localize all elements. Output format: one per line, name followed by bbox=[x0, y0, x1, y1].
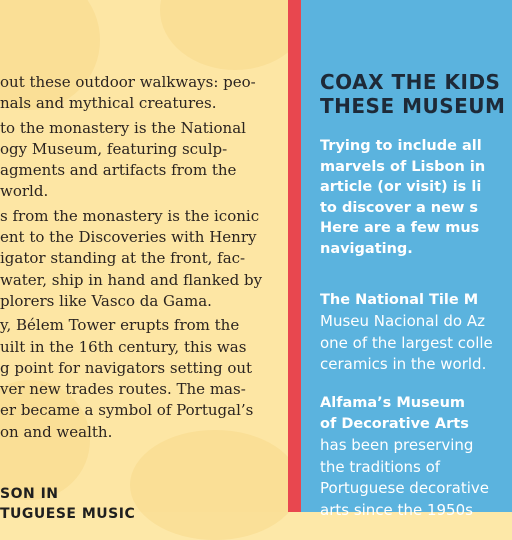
body-line: on and wealth. bbox=[0, 422, 113, 441]
museum-entry-body-line: ceramics in the world. bbox=[320, 355, 487, 373]
museum-entry-decorative-arts bbox=[320, 393, 489, 521]
museum-entry-body-line: the traditions of bbox=[320, 457, 441, 476]
body-line: ver new trades routes. The mas- bbox=[0, 380, 246, 399]
museum-entry-body-line: Portuguese decorative bbox=[320, 479, 489, 497]
sidebar-title-line: THESE MUSEUM bbox=[320, 94, 506, 118]
museum-entry-body-line: has been preserving bbox=[320, 436, 474, 454]
flower-decoration bbox=[130, 430, 300, 540]
body-line: to the monastery is the National bbox=[0, 118, 246, 137]
sidebar-title bbox=[320, 70, 505, 118]
sidebar-intro bbox=[320, 136, 485, 259]
red-divider-bar bbox=[288, 0, 301, 512]
article-body bbox=[0, 72, 282, 443]
body-line: out these outdoor walkways: peo- bbox=[0, 73, 256, 91]
body-line: agments and artifacts from the bbox=[0, 161, 237, 180]
sidebar-title-line: COAX THE KIDS bbox=[320, 70, 501, 94]
intro-line: article (or visit) is li bbox=[320, 179, 482, 195]
body-line: y, Bélem Tower erupts from the bbox=[0, 316, 240, 335]
body-line: world. bbox=[0, 182, 49, 201]
museum-entry-title: Alfama’s Museum bbox=[320, 395, 466, 411]
body-line: plorers like Vasco da Gama. bbox=[0, 291, 212, 310]
intro-line: Trying to include all bbox=[320, 138, 482, 154]
sidebar-panel bbox=[301, 0, 512, 519]
museum-entry-body-line: Museu Nacional do Az bbox=[320, 312, 486, 330]
body-line: ent to the Discoveries with Henry bbox=[0, 228, 257, 247]
body-line: water, ship in hand and flanked by bbox=[0, 270, 263, 289]
body-line: g point for navigators setting out bbox=[0, 358, 253, 377]
museum-entry-body-line: one of the largest colle bbox=[320, 333, 493, 352]
museum-entry-tile bbox=[320, 290, 493, 376]
section-heading: SON IN bbox=[0, 486, 59, 502]
intro-line: to discover a new s bbox=[320, 199, 479, 216]
section-heading-line2: TUGUESE MUSIC bbox=[0, 506, 136, 522]
museum-entry-body-line: arts since the 1950s bbox=[320, 500, 473, 519]
body-line: uilt in the 16th century, this was bbox=[0, 337, 247, 356]
intro-line: Here are a few mus bbox=[320, 220, 480, 236]
body-line: nals and mythical creatures. bbox=[0, 94, 217, 113]
body-line: er became a symbol of Portugal’s bbox=[0, 401, 254, 420]
body-line: ogy Museum, featuring sculp- bbox=[0, 139, 228, 158]
intro-line: marvels of Lisbon in bbox=[320, 158, 486, 175]
intro-line: navigating. bbox=[320, 240, 413, 257]
museum-entry-title: The National Tile M bbox=[320, 292, 479, 308]
museum-entry-title: of Decorative Arts bbox=[320, 416, 469, 432]
body-line: s from the monastery is the iconic bbox=[0, 206, 260, 225]
body-line: igator standing at the front, fac- bbox=[0, 249, 246, 268]
